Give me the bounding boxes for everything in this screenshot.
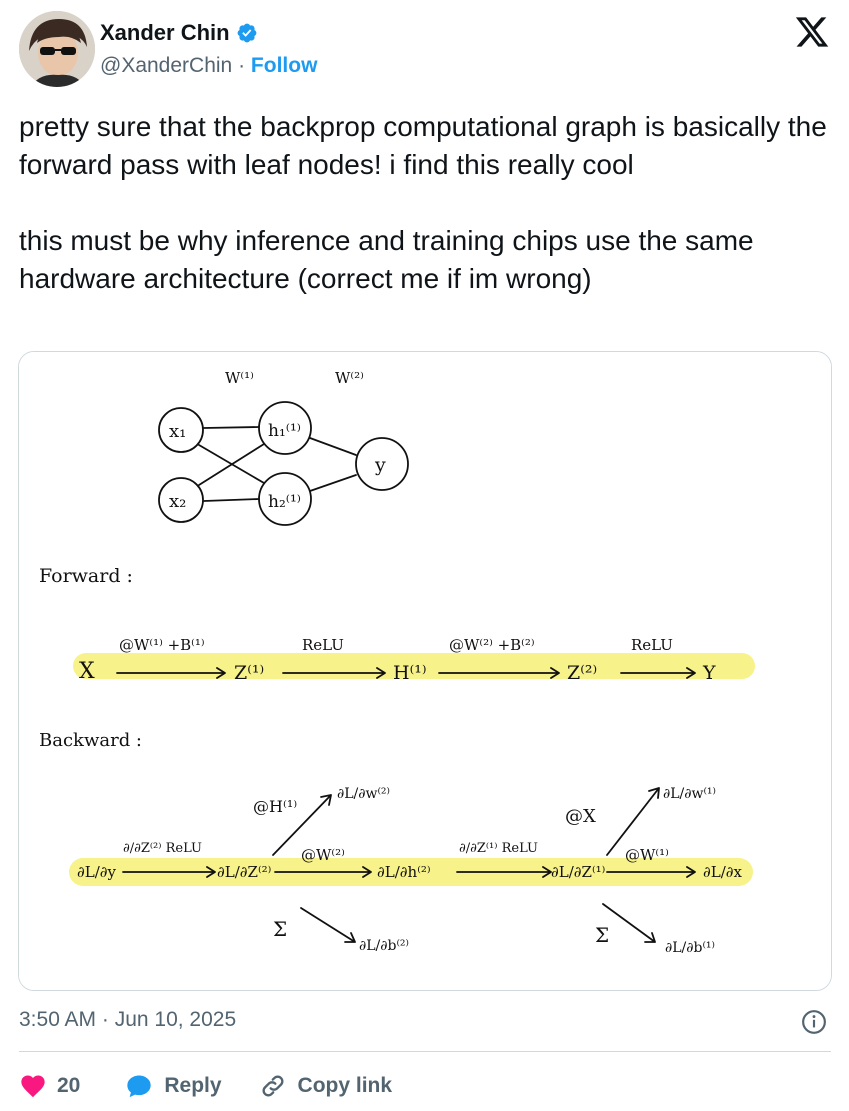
author-name[interactable]: Xander Chin xyxy=(100,20,230,45)
author-handle[interactable]: @XanderChin xyxy=(100,54,233,77)
branch-op: @H⁽¹⁾ xyxy=(253,797,298,816)
follow-button[interactable]: Follow xyxy=(250,54,318,77)
backward-node: ∂L/∂Z⁽²⁾ xyxy=(217,863,272,881)
copy-link-label: Copy link xyxy=(297,1074,393,1097)
label-x2: x₂ xyxy=(169,491,187,512)
backward-op: @W⁽¹⁾ xyxy=(625,846,669,864)
forward-heading: Forward : xyxy=(39,565,133,587)
forward-node: X xyxy=(79,659,95,684)
x-logo-icon[interactable] xyxy=(793,14,831,50)
copy-link-button[interactable] xyxy=(258,1072,393,1100)
forward-node: Y xyxy=(703,662,716,684)
backward-node: ∂L/∂x xyxy=(703,863,742,881)
edge-x1-h1 xyxy=(204,427,259,428)
avatar[interactable] xyxy=(19,11,95,87)
branch-result: ∂L/∂b⁽¹⁾ xyxy=(665,940,715,956)
divider xyxy=(19,1051,831,1052)
branch-op: @X xyxy=(565,806,596,827)
forward-op: ReLU xyxy=(302,636,344,654)
branch-op: Σ xyxy=(273,917,288,941)
forward-op: @W⁽¹⁾ +B⁽¹⁾ xyxy=(119,636,205,654)
reply-label: Reply xyxy=(164,1074,222,1097)
heart-icon xyxy=(19,1072,47,1100)
forward-node: H⁽¹⁾ xyxy=(393,662,427,684)
info-icon[interactable] xyxy=(801,1009,827,1035)
handle-separator: · xyxy=(238,54,246,77)
action-bar xyxy=(19,1064,392,1108)
tweet-paragraph: this must be why inference and training chips use the same hardware architecture (correct me if im wrong) xyxy=(19,225,754,294)
branch-op: Σ xyxy=(595,923,610,947)
branch-result: ∂L/∂w⁽¹⁾ xyxy=(663,786,716,802)
backward-op: ∂/∂Z⁽¹⁾ ReLU xyxy=(459,841,538,856)
tweet-timestamp[interactable]: 3:50 AM · Jun 10, 2025 xyxy=(19,1008,237,1031)
backward-node: ∂L/∂Z⁽¹⁾ xyxy=(551,863,606,881)
tweet-paragraph: pretty sure that the backprop computational graph is basically the forward pass with leaf nodes! i find this really cool xyxy=(19,111,827,180)
forward-node: Z⁽²⁾ xyxy=(567,662,598,684)
label-w2: W⁽²⁾ xyxy=(335,369,364,387)
forward-op: ReLU xyxy=(631,636,673,654)
branch-result: ∂L/∂b⁽²⁾ xyxy=(359,938,409,954)
label-h1: h₁⁽¹⁾ xyxy=(268,421,301,441)
author-name-row xyxy=(100,20,258,46)
backward-heading: Backward : xyxy=(39,730,142,751)
like-button[interactable] xyxy=(19,1072,80,1100)
reply-bubble-icon xyxy=(124,1072,154,1100)
verified-badge-icon xyxy=(236,22,258,44)
reply-button[interactable] xyxy=(124,1072,221,1100)
handwritten-backprop-diagram xyxy=(19,352,831,990)
backward-node: ∂L/∂y xyxy=(77,863,117,881)
tweet-image[interactable] xyxy=(18,351,832,991)
label-h2: h₂⁽¹⁾ xyxy=(268,492,301,512)
link-icon xyxy=(258,1072,288,1100)
backward-op: ∂/∂Z⁽²⁾ ReLU xyxy=(123,841,202,856)
forward-node: Z⁽¹⁾ xyxy=(234,662,265,684)
like-count: 20 xyxy=(57,1074,81,1097)
branch-result: ∂L/∂w⁽²⁾ xyxy=(337,786,390,802)
avatar-photo xyxy=(19,11,95,87)
backward-node: ∂L/∂h⁽²⁾ xyxy=(377,863,431,881)
tweet-text xyxy=(19,108,834,298)
author-handle-row xyxy=(100,54,317,78)
backward-op: @W⁽²⁾ xyxy=(301,846,345,864)
label-y-node: y xyxy=(375,454,386,476)
forward-op: @W⁽²⁾ +B⁽²⁾ xyxy=(449,636,535,654)
label-w1: W⁽¹⁾ xyxy=(225,369,254,387)
label-x1: x₁ xyxy=(169,421,187,442)
